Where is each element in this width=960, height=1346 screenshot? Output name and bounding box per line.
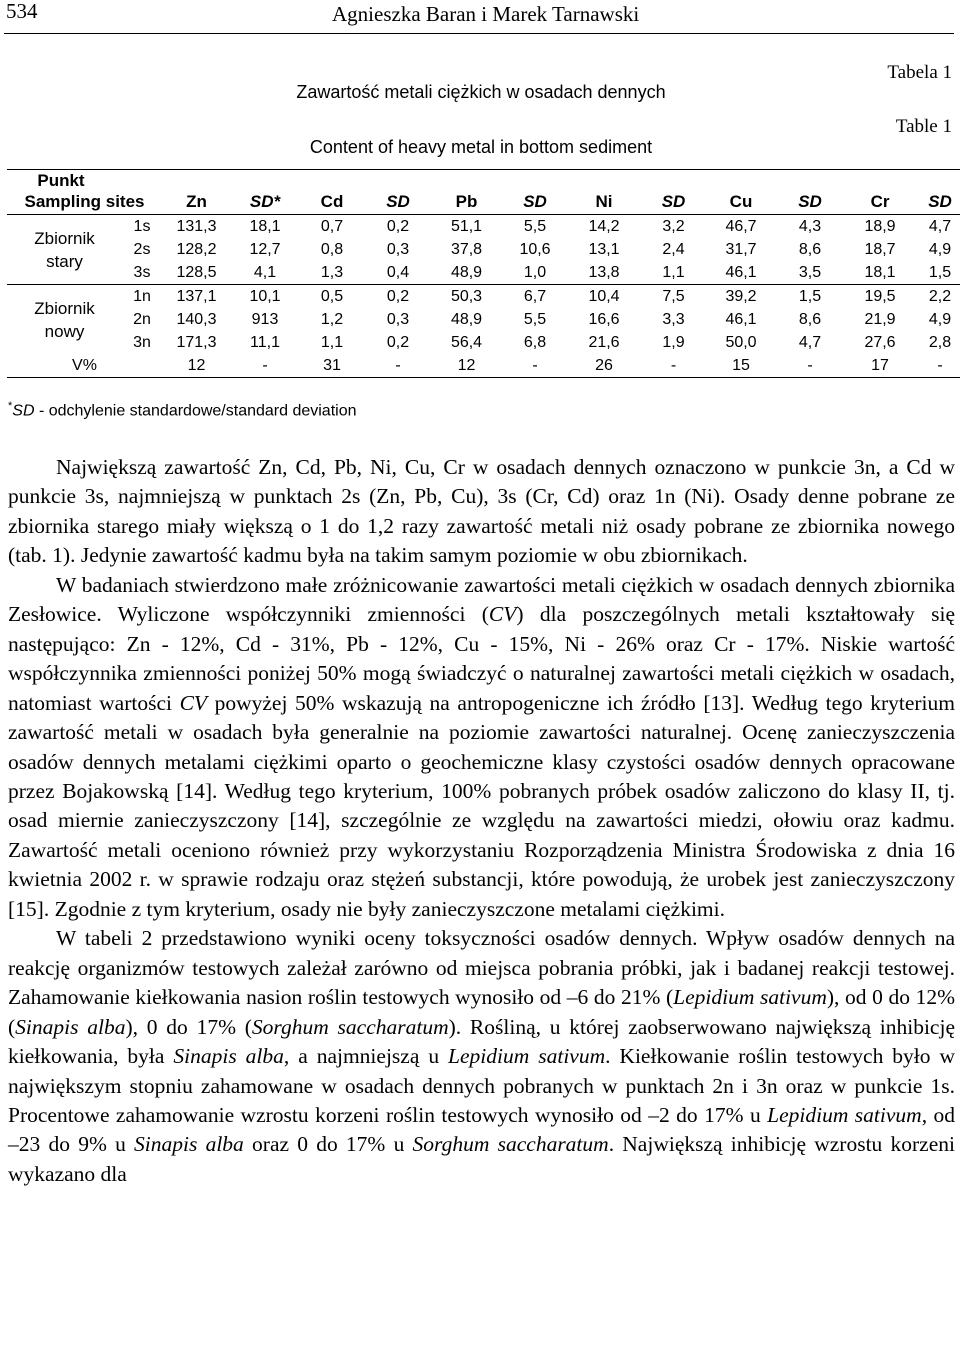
table-cell: 2,4 bbox=[662, 240, 685, 258]
site-code: 2s bbox=[133, 240, 151, 258]
table-cell: 6,7 bbox=[523, 287, 547, 305]
table-cell: 18,1 bbox=[249, 217, 281, 235]
footnote-mark: * bbox=[8, 400, 13, 412]
table-cell: 4,7 bbox=[798, 333, 822, 351]
table-row bbox=[7, 215, 960, 239]
species-name: Sinapis alba bbox=[15, 1014, 126, 1039]
table-cell: 137,1 bbox=[176, 287, 217, 305]
table-cell: 1,3 bbox=[320, 263, 344, 281]
table-cell: 4,9 bbox=[928, 310, 952, 328]
footnote-text: - odchylenie standardowe/standard deviation bbox=[34, 402, 357, 420]
cv-value: 31 bbox=[323, 356, 341, 374]
col-sd: SD bbox=[661, 192, 686, 211]
header-punkt: Punkt bbox=[37, 171, 85, 190]
cv-value: 12 bbox=[457, 356, 476, 374]
table-cell: 2,8 bbox=[928, 333, 952, 351]
col-sd: SD bbox=[928, 192, 952, 211]
table-cell: 0,3 bbox=[386, 310, 410, 328]
text-run: W badaniach stwierdzono małe zróżnicowanie zawartości metali ciężkich w osadach dennych zbiornika Zesłowice. Wyliczone współczynniki zmienności ( bbox=[8, 572, 955, 627]
table-cell: 46,1 bbox=[725, 263, 757, 281]
table-cell: 0,8 bbox=[320, 240, 344, 258]
paragraph-1: Największą zawartość Zn, Cd, Pb, Ni, Cu, Cr w osadach dennych oznaczono w punkcie 3n, a Cd w punkcie 3s, najmniejszą w punktach 2s (Zn, Pb, Cu), 3s (Cr, Cd) oraz 1n (Ni). Osady denne pobrane ze zbiornika starego miały większą o 1 do 1,2 razy zawartość metali niż osady pobrane ze zbiornika nowego (tab. 1). Jedynie zawartość kadmu była na takim samym poziomie w obu zbiornikach. bbox=[8, 455, 955, 568]
table-cell: 4,3 bbox=[798, 217, 822, 235]
table-cell: 1,0 bbox=[523, 263, 547, 281]
table-caption-en: Content of heavy metal in bottom sediment bbox=[309, 137, 653, 157]
cv-value: - bbox=[670, 356, 677, 374]
table-cell: 12,7 bbox=[249, 240, 281, 258]
table-cell: 140,3 bbox=[176, 310, 217, 328]
table-cell: 1,2 bbox=[320, 310, 344, 328]
table-cell: 21,9 bbox=[864, 310, 896, 328]
reservoir-group-label bbox=[7, 285, 122, 355]
text-run: ), 0 do 17% ( bbox=[125, 1014, 252, 1039]
metals-table bbox=[7, 169, 960, 378]
species-name: Lepidium sativum bbox=[767, 1102, 922, 1127]
table-row bbox=[7, 238, 960, 261]
group-new-reservoir bbox=[7, 285, 960, 355]
cv-value: - bbox=[532, 356, 538, 374]
species-name: Sorghum saccharatum bbox=[251, 1014, 449, 1039]
table-label-pl: Tabela 1 bbox=[887, 62, 952, 83]
table-cell: 10,6 bbox=[519, 240, 551, 258]
reservoir-name: Zbiornik bbox=[34, 228, 95, 248]
table-cell: 11,1 bbox=[250, 333, 280, 351]
table-cell: 128,2 bbox=[176, 240, 217, 258]
col-pb: Pb bbox=[455, 192, 478, 211]
table-cell: 21,6 bbox=[588, 333, 620, 351]
table-cell: 19,5 bbox=[864, 287, 896, 305]
table-cell: 56,4 bbox=[450, 333, 483, 351]
page-number: 534 bbox=[6, 0, 38, 23]
col-cd: Cd bbox=[320, 192, 344, 211]
reservoir-type: nowy bbox=[44, 321, 85, 341]
col-cu: Cu bbox=[729, 192, 753, 211]
text-run: ) dla poszczególnych metali kształtowały się następująco: Zn - 12%, Cd - 31%, Pb - 12%, Cu - 15%, Ni - 26% oraz Cr - 17%. Niskie wartość współczynnika zmienności poniżej 50% mogą świadczyć o naturalnej zawartości metali ciężkich w osadach, natomiast wartości bbox=[8, 602, 956, 715]
table-cell: 8,6 bbox=[798, 240, 822, 258]
table-row bbox=[7, 308, 960, 331]
cv-value: 17 bbox=[871, 356, 889, 374]
table-footnote bbox=[8, 400, 357, 420]
table-cell: 0,4 bbox=[386, 263, 410, 281]
text-run: oraz 0 do 17% u bbox=[243, 1132, 413, 1157]
text-run: . Kiełkowanie roślin testowych było w największym stopniu zahamowane w osadach dennych pobranych w punktach 2n i 3n oraz w punkcie 1s. Procentowe zahamowanie wzrostu korzeni roślin testowych wynosiło od –2 do 17% u bbox=[8, 1044, 955, 1127]
species-name: Sinapis alba bbox=[134, 1132, 244, 1157]
header-sampling-sites: Sampling sites bbox=[24, 192, 145, 211]
body-text bbox=[8, 453, 955, 1189]
cv-label: V% bbox=[72, 356, 97, 374]
table-cell: 4,1 bbox=[253, 263, 277, 281]
table-cell: 0,2 bbox=[386, 287, 410, 305]
site-code: 1n bbox=[133, 287, 151, 305]
table-row bbox=[7, 261, 960, 285]
col-zn: Zn bbox=[186, 192, 207, 211]
table-cell: 48,9 bbox=[450, 263, 483, 281]
table-cell: 0,5 bbox=[320, 287, 344, 305]
paragraph-2 bbox=[8, 571, 955, 924]
table-cell: 5,5 bbox=[523, 217, 547, 235]
table-cell: 39,2 bbox=[725, 287, 757, 305]
col-ni: Ni bbox=[595, 192, 613, 211]
table-cell: 50,0 bbox=[725, 333, 757, 351]
table-cell: 171,3 bbox=[176, 333, 217, 351]
table-cell: 8,6 bbox=[798, 310, 822, 328]
table-cell: 13,1 bbox=[588, 240, 620, 258]
text-run-italic: CV bbox=[488, 602, 517, 627]
running-header-authors: Agnieszka Baran i Marek Tarnawski bbox=[332, 2, 640, 26]
table-cell: 14,2 bbox=[588, 217, 620, 235]
col-sd: SD bbox=[523, 192, 547, 211]
table-cell: 10,1 bbox=[249, 287, 281, 305]
reservoir-group-label bbox=[7, 215, 122, 285]
footnote-sd: SD bbox=[12, 402, 35, 420]
table-cell: 7,5 bbox=[662, 287, 685, 305]
cv-value: 12 bbox=[187, 356, 206, 374]
table-cell: 131,3 bbox=[176, 217, 217, 235]
table-cell: 128,5 bbox=[176, 263, 217, 281]
table-cell: 1,5 bbox=[798, 287, 822, 305]
table-cell: 6,8 bbox=[523, 333, 547, 351]
table-cell: 0,2 bbox=[386, 333, 410, 351]
table-cell: 18,9 bbox=[864, 217, 896, 235]
table-cell: 50,3 bbox=[450, 287, 483, 305]
table-cell: 27,6 bbox=[864, 333, 896, 351]
table-cell: 1,5 bbox=[928, 263, 952, 281]
table-cell: 51,1 bbox=[450, 217, 483, 235]
site-code: 2n bbox=[133, 310, 151, 328]
text-run: . Największą inhibicję wzrostu korzeni wykazano dla bbox=[8, 1132, 955, 1186]
table-cell: 46,7 bbox=[725, 217, 757, 235]
table-row bbox=[7, 285, 960, 309]
table-cell: 913 bbox=[251, 310, 279, 328]
cv-value: - bbox=[937, 356, 943, 374]
cv-value: - bbox=[807, 356, 813, 374]
table-cell: 37,8 bbox=[450, 240, 483, 258]
col-sd: SD bbox=[386, 192, 410, 211]
table-cell: 4,7 bbox=[928, 217, 952, 235]
table-cell: 13,8 bbox=[588, 263, 620, 281]
reservoir-type: stary bbox=[46, 251, 83, 271]
text-run: , a najmniejszą u bbox=[283, 1044, 449, 1069]
cv-value: - bbox=[262, 356, 268, 374]
cv-value: 15 bbox=[732, 356, 750, 374]
site-code: 3s bbox=[133, 263, 151, 281]
table-cell: 3,2 bbox=[662, 217, 685, 235]
site-code: 1s bbox=[133, 217, 151, 235]
table-cell: 5,5 bbox=[523, 310, 547, 328]
table-cell: 48,9 bbox=[450, 310, 483, 328]
text-run: , od –23 do 9% u bbox=[8, 1102, 956, 1157]
table-cell: 1,9 bbox=[662, 333, 685, 351]
sampling-sites-header bbox=[7, 170, 162, 215]
text-run: W tabeli 2 przedstawiono wyniki oceny toksyczności osadów dennych. Wpływ osadów dennych na reakcję organizmów testowych zależał zarówno od miejsca pobrania próbki, jak i badanej reakcji testowej. Zahamowanie kiełkowania nasion roślin testowych wynosiło od –6 do 21% ( bbox=[8, 926, 955, 1010]
group-old-reservoir bbox=[7, 215, 960, 285]
cv-value: - bbox=[395, 356, 401, 374]
table-cell: 10,4 bbox=[588, 287, 620, 305]
table-cell: 0,2 bbox=[386, 217, 410, 235]
table-caption-pl: Zawartość metali ciężkich w osadach dennych bbox=[296, 82, 666, 102]
table-cell: 1,1 bbox=[320, 333, 344, 351]
table-header-row bbox=[7, 170, 960, 215]
reservoir-name: Zbiornik bbox=[34, 298, 95, 318]
table-cell: 18,1 bbox=[864, 263, 896, 281]
col-sd: SD bbox=[798, 192, 822, 211]
table-cell: 3,5 bbox=[798, 263, 822, 281]
table-cell: 2,2 bbox=[928, 287, 952, 305]
table-cell: 1,1 bbox=[662, 263, 685, 281]
cv-value: 26 bbox=[595, 356, 613, 374]
text-run: ), od 0 do 12% ( bbox=[8, 985, 955, 1039]
site-code: 3n bbox=[133, 333, 151, 351]
species-name: Sinapis alba bbox=[173, 1044, 284, 1069]
header-rule bbox=[4, 33, 954, 34]
table-cell: 18,7 bbox=[864, 240, 896, 258]
table-row bbox=[7, 331, 960, 354]
table-cell: 3,3 bbox=[662, 310, 685, 328]
table-cell: 31,7 bbox=[725, 240, 757, 258]
col-sd: SD* bbox=[249, 192, 281, 211]
table-cell: 0,3 bbox=[386, 240, 410, 258]
cv-row bbox=[7, 354, 960, 378]
text-run-italic: CV bbox=[179, 690, 208, 715]
species-name: Lepidium sativum bbox=[673, 985, 827, 1010]
paragraph-3 bbox=[8, 924, 955, 1189]
table-cell: 16,6 bbox=[588, 310, 620, 328]
text-run: ). Rośliną, u której zaobserwowano największą inhibicję kiełkowania, była bbox=[8, 1014, 955, 1069]
col-cr: Cr bbox=[870, 192, 890, 211]
text-run: powyżej 50% wskazują na antropogeniczne ich źródło [13]. Według tego kryterium zawartość metali w osadach była generalnie na poziomie zawartości naturalnej. Ocenę zanieczyszczenia osadów dennych metalami ciężkimi oparto o geochemiczne klasy czystości osadów dennych opracowane przez Bojakowską [14]. Według tego kryterium, 100% pobranych próbek osadów zaliczono do klasy II, tj. osad miernie zanieczyszczony [14], szczególnie ze względu na zawartości miedzi, ołowiu oraz kadmu. Zawartość metali oceniono również przy wykorzystaniu Rozporządzenia Ministra Środowiska z dnia 16 kwietnia 2002 r. w sprawie rodzaju oraz stężeń substancji, które powodują, że urobek jest zanieczyszczony [15]. Zgodnie z tym kryterium, osady nie były zanieczyszczone metalami ciężkimi. bbox=[8, 690, 955, 921]
table-label-en: Table 1 bbox=[895, 116, 952, 137]
table-cell: 0,7 bbox=[320, 217, 344, 235]
species-name: Sorghum saccharatum bbox=[412, 1132, 609, 1157]
table-cell: 46,1 bbox=[725, 310, 757, 328]
species-name: Lepidium sativum bbox=[448, 1044, 606, 1069]
table-cell: 4,9 bbox=[928, 240, 952, 258]
